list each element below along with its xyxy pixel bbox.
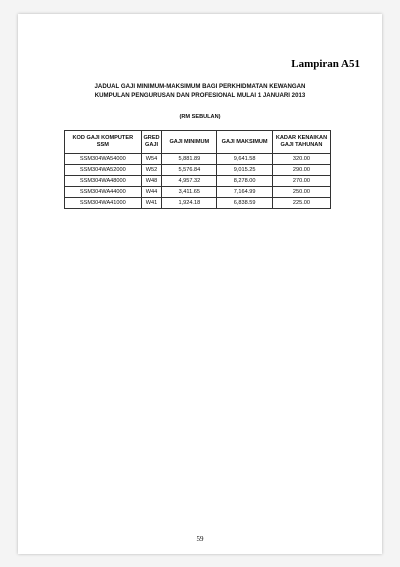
header-kadar-line2: GAJI TAHUNAN [280, 142, 323, 148]
cell-kadar: 250.00 [272, 187, 330, 198]
cell-kod: SSM304WA54000 [65, 154, 142, 165]
cell-gred: W41 [141, 198, 162, 209]
cell-kadar: 225.00 [272, 198, 330, 209]
cell-max: 8,278.00 [217, 176, 273, 187]
cell-max: 9,641.58 [217, 154, 273, 165]
document-page [18, 14, 382, 554]
cell-min: 1,924.18 [162, 198, 217, 209]
cell-kadar: 270.00 [272, 176, 330, 187]
salary-table [64, 130, 331, 209]
header-kadar-line1: KADAR KENAIKAN [275, 135, 328, 141]
title-line-1: JADUAL GAJI MINIMUM-MAKSIMUM BAGI PERKHIDMATAN KEWANGAN [94, 83, 306, 90]
title-line-2: KUMPULAN PENGURUSAN DAN PROFESIONAL MULAI 1 JANUARI 2013 [94, 91, 306, 99]
cell-kod: SSM304WA41000 [65, 198, 142, 209]
header-gaji-minimum: GAJI MINIMUM [162, 131, 217, 154]
appendix-label: Lampiran A51 [291, 58, 360, 70]
cell-min: 5,576.84 [162, 165, 217, 176]
cell-kadar: 290.00 [272, 165, 330, 176]
cell-gred: W44 [141, 187, 162, 198]
cell-gred: W54 [141, 154, 162, 165]
header-gred-line1: GRED [143, 135, 160, 141]
cell-gred: W48 [141, 176, 162, 187]
cell-min: 5,881.89 [162, 154, 217, 165]
header-kadar-kenaikan [272, 131, 330, 154]
table-row [65, 154, 331, 165]
header-kod-gaji [65, 131, 142, 154]
cell-max: 7,164.99 [217, 187, 273, 198]
cell-gred: W52 [141, 165, 162, 176]
header-gred-line2: GAJI [145, 142, 159, 148]
table-row [65, 198, 331, 209]
cell-max: 6,838.59 [217, 198, 273, 209]
cell-kod: SSM304WA48000 [65, 176, 142, 187]
header-kod-line1: KOD GAJI KOMPUTER [72, 135, 134, 141]
table-row [65, 165, 331, 176]
cell-min: 3,411.65 [162, 187, 217, 198]
unit-note: (RM SEBULAN) [179, 114, 221, 120]
header-gaji-maksimum: GAJI MAKSIMUM [217, 131, 273, 154]
cell-kadar: 320.00 [272, 154, 330, 165]
header-kod-line2: SSM [96, 142, 109, 148]
cell-kod: SSM304WA44000 [65, 187, 142, 198]
page-number: 59 [196, 535, 204, 543]
table-header-row [65, 131, 331, 154]
cell-min: 4,957.32 [162, 176, 217, 187]
table-row [65, 187, 331, 198]
cell-kod: SSM304WA52000 [65, 165, 142, 176]
document-title [18, 83, 382, 100]
table-row [65, 176, 331, 187]
cell-max: 9,015.25 [217, 165, 273, 176]
header-gred-gaji [141, 131, 162, 154]
